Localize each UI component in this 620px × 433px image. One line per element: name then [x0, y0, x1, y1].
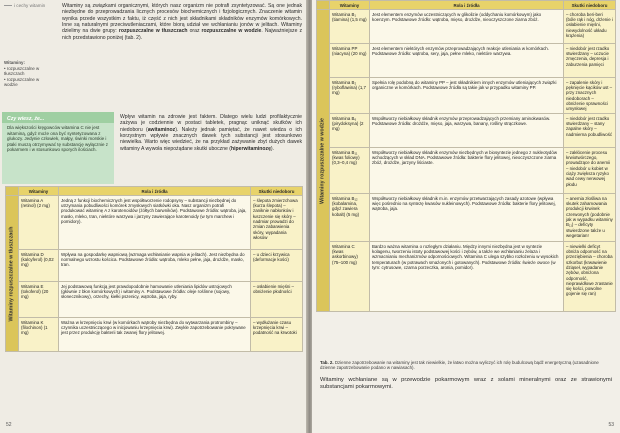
intro-text-end: . Najważniejsze z nich przedstawiono poniżej (tab. 2). — [62, 28, 303, 41]
vitamin-name: Witamina D (kalcyferol) (0,02 mg) — [19, 250, 59, 282]
vitamin-effect: – niewielki deficyt obniża odporność na przeziębienia – choroba szkorbut (krwawienie dziąseł, wypadanie zębów, obniżona odporność, nieprawidłowe zrastanie się kości, powolne gojenie się ran) — [564, 242, 616, 312]
table-side-label — [6, 196, 19, 352]
table-header-row — [317, 1, 616, 10]
table-header: Witaminy — [19, 187, 59, 196]
vitamin-role: Jej podstawową funkcją jest prawdopodobnie hamowanie utleniania lipidów ustrojowych (głównie z błon komórkowych) i witaminy A. Podstawowe źródła: oleje roślinne (sojowy, słonecznikowy), orzechy, kiełki pszenicy, wątroba, jaja, ryby. — [59, 282, 251, 318]
vitamin-effect: – anemia złośliwa na skutek zahamowania produkcji krwinek czerwonych (podobnie jak w wypadku witaminy B₁₁) – deficyty stwierdzone także u wegetarian! — [564, 194, 616, 242]
term-fat-soluble: rozpuszczalne w tłuszczach — [118, 28, 188, 35]
table-row — [317, 194, 616, 242]
vitamin-effect: – ślepota zmierzchowa (kurza ślepota) – zaniknie nabłonków i łuszczenie się skóry – nadmiar prowadzi do zmian zabarwienia skóry, wypadania włosów — [251, 196, 303, 250]
term-avitaminosis: awitaminoz — [147, 126, 176, 133]
fat-soluble-vitamins-table — [5, 186, 303, 352]
did-you-know-heading: Czy wiesz, że... — [2, 112, 114, 123]
vitamin-effect: – zapalenie skóry i pęknięcie kącików ust – przy znacznych niedoborach – obniżenie sprawności umysłowej — [564, 78, 616, 114]
intro-text-mid: oraz — [187, 28, 202, 35]
page-number-right: 53 — [608, 422, 614, 428]
table-header: Skutki niedoboru — [251, 187, 303, 196]
vitamin-effect: – osłabienie mięśni – obniżenie płodności — [251, 282, 303, 318]
table-row — [317, 242, 616, 312]
table-row — [317, 78, 616, 114]
table-row — [317, 148, 616, 194]
vitamin-name: Witamina E (tokoferol) (20 mg) — [19, 282, 59, 318]
table-corner — [317, 1, 330, 10]
vitamin-role: Jedną z funkcji biochemicznych jest współtworzenie rodopsyny – substancji niezbędnej do utrzymania pobudliwości komórek zmysłowych siatkówki oka. Nasz organizm potrafi produkować witaminę A z karotenoidów (żółtych barwników). Podstawowe źródła: wątroba, jaja, masło, mleko, tran, niektóre warzywa i jarzyny zawierające karotenoidy (w tym marchew i pomidory). — [59, 196, 251, 250]
vitamin-role: Ważna w krzepnięciu krwi (w komórkach wątroby niezbędna do wytwarzania protrombiny – czynnika uczestniczącego w inicjowaniu krzepnięcia krwi). Zwykle zapotrzebowanie pokrywane jest przez produkcję bakterii tak zwanej flory jelitowej. — [59, 318, 251, 352]
table-side-label — [317, 10, 330, 312]
vitamin-name: Witamina PP (niacyna) (20 mg) — [330, 44, 370, 78]
caption-text: Dzienne zapotrzebowanie na witaminy jest tak niewielkie, że łatwo można wyliczyć ich rolę budulcową bądź energetyczną (uzasadnione dzienne zapotrzebowanie podano w nawiasach). — [320, 360, 599, 371]
vitamin-effect: – zakłócenie procesu krwiotwórczego, prowadzące do anemii – niedobór u kobiet w ciąży zwiększa ryzyko wad cewy nerwowej płodu — [564, 148, 616, 194]
vitamin-effect: – choroba beri-beri (bóle rąk i nóg, drżenie i osłabienie mięśni, niewydolność układu krążenia) — [564, 10, 616, 44]
table-header-row — [6, 187, 303, 196]
table-row — [6, 318, 303, 352]
health-text: Wpływ witamin na zdrowie jest faktem. Dlatego wielu ludzi profilaktycznie zażywa je codziennie w postaci tabletek, pragnąc uniknąć skutków ich niedoboru ( — [120, 114, 302, 133]
vitamin-role: Spełnia rolę podobną do witaminy PP – jest składnikiem innych enzymów utleniających związki organiczne w komórkach. Podstawowe źródła są takie jak w przypadku witaminy PP. — [370, 78, 564, 114]
did-you-know-box — [2, 112, 114, 184]
vitamin-role: Współtworzy niebiałkowy składnik enzymów przeprowadzających przemiany aminokwasów. Podstawowe źródła: drożdże, mięso, jaja, warzywa, banany, rośliny strączkowe. — [370, 114, 564, 148]
margin-note — [4, 60, 54, 88]
table-header: Rola i źródła — [370, 1, 564, 10]
vitamin-effect: – wydłużanie czasu krzepnięcia krwi – podatność na krwotoki — [251, 318, 303, 352]
health-text-end: ). — [270, 145, 275, 152]
vitamin-name: Witamina B₁₁ (kwas foliowy) (0,3–0,4 mg) — [330, 148, 370, 194]
vitamin-effect: – niedobór jest rzadko stwierdzany – stany zapalne skóry – nadmierna pobudliwość — [564, 114, 616, 148]
side-label-text: Witaminy rozpuszczalne w wodzie — [319, 117, 326, 204]
table-row — [317, 44, 616, 78]
table-row — [317, 114, 616, 148]
left-margin — [0, 0, 58, 128]
table-row — [317, 10, 616, 44]
table-header: Skutki niedoboru — [564, 1, 616, 10]
intro-text: Witaminy są związkami organicznymi, których nasz organizm nie potrafi zsyntetyzować. Są one jednak niezbędne do przeprowadzania licznych procesów biochemicznych i fizjologicznych. Znaczenie witamin wynika przede wszystkim z faktu, iż część z nich jest składnikami składników enzymów komórkowych. Inne są naturalnymi przeciwutleniaczami, które biorą udział we wchłanianiu jonów w jelitach. Witaminy dzielimy na dwie grupy: — [62, 3, 302, 35]
margin-note-item: • rozpuszczalne w tłuszczach — [4, 65, 40, 77]
intro-paragraph — [62, 3, 302, 41]
right-page — [312, 0, 620, 433]
table-header: Rola i źródła — [59, 187, 251, 196]
vitamin-name: Witamina B₆ (pirydoksyna) (2 mg) — [330, 114, 370, 148]
table-row — [6, 250, 303, 282]
table-caption — [320, 360, 612, 371]
water-soluble-vitamins-table — [316, 0, 616, 312]
vitamin-role: Jest elementem niektórych enzymów przeprowadzających reakcje utleniania w komórkach. Podstawowe źródło: wątroba, sery, jaja, pełne mleko, niektóre warzywa. — [370, 44, 564, 78]
table-row — [6, 196, 303, 250]
term-hypervitaminosis: hiperwitaminozę — [231, 145, 271, 152]
margin-note-item: • rozpuszczalne w wodzie — [4, 76, 40, 88]
health-paragraph — [120, 114, 302, 152]
vitamin-role: Wpływa na gospodarkę wapniową (wzmaga wchłanianie wapnia w jelitach). Jest niezbędna do normalnego wzrostu kościca. Podstawowe źródła: wątroba, mleko pełne, jaja, drożdże, masło, tran. — [59, 250, 251, 282]
vitamin-name: Witamina B₂ (ryboflawina) (1,7 mg) — [330, 78, 370, 114]
did-you-know-text: Dla większości kręgowców witamina C nie jest witaminą, gdyż może ona być syntetyzowana z glukozy. Jedynie człowiek, małpy, świnki morskie i ptaki muszą otrzymywać tę substancję wyłącznie z pokarmem i w stosunkowo sporych ilościach. — [7, 125, 109, 153]
term-water-soluble: rozpuszczalne w wodzie — [201, 28, 262, 35]
table-header: Witaminy — [330, 1, 370, 10]
vitamin-effect: – u dzieci krzywica (deformacje kości) — [251, 250, 303, 282]
health-text-mid: ). Należy jednak pamiętać, że nawet wiedza o ich korzystnym wpływie znacznych dawek tych substancji jest stosunkowo niewielka. Warto więc wiedzieć, że na przykład zażywanie zbyt dużych dawek witaminy A wywoła niepożądane skutki uboczne ( — [120, 126, 302, 152]
margin-note-title: Witaminy: — [4, 60, 25, 65]
left-page — [0, 0, 308, 433]
vitamin-role: Współtworzy niebiałkowy składnik enzymów niezbędnych w biosyntezie jednego z nukleotydów wchodzących w skład DNA. Podstawowe źródła: bakterie flory jelitowej, nieoczyszczone ziarna zbóż, drożdże, jarzyny liściaste. — [370, 148, 564, 194]
caption-label: Tab. 2. — [320, 360, 334, 365]
vitamin-name: Witamina K (filochinon) (1 mg) — [19, 318, 59, 352]
vitamin-role: Bardzo ważna witamina o rozległym działaniu. Między innymi niezbędna jest w syntezie kolagenu, tworzeniu istoty podstawowej kości i zębów, a także we wchłanianiu żelaza i wzmacnianiu mechanizmów odpornościowych. Witamina C ulega szybko rozłożeniu w wysokich temperaturach (w potrawach smażonych i gotowanych). Podstawowe źródła: świeże owoce (w tym: cytrusowe, czarna porzeczka, aronia, pomidor). — [370, 242, 564, 312]
vitamin-name: Witamina B₁ (tiamina) (1,5 mg) — [330, 10, 370, 44]
closing-paragraph: Witaminy wchłaniane są w przewodzie pokarmowym wraz z solami mineralnymi oraz ze strawionymi substancjami pokarmowymi. — [320, 377, 612, 391]
side-label-text: Witaminy rozpuszczalne w tłuszczach — [8, 226, 15, 322]
vitamin-name: Witamina C (kwas askorbinowy) (75–100 mg) — [330, 242, 370, 312]
section-marker: i cechy witamin — [4, 3, 45, 8]
table-row — [6, 282, 303, 318]
vitamin-name: Witamina A (retinol) (2 mg) — [19, 196, 59, 250]
vitamin-effect: – niedobór jest rzadko stwierdzany – uczucie zmęczenia, depresja i zaburzenia pamięci — [564, 44, 616, 78]
vitamin-role: Jest elementem enzymów uczestniczących w glikolizie (oddychaniu komórkowym) jako koenzym. Podstawowe źródło: wątroba, mięso, drożdże, nieoczyszczone ziarna zbóż. — [370, 10, 564, 44]
vitamin-name: Witamina B₁₂ (kobalamina, gdyż zawiera kobalt) (5 mg) — [330, 194, 370, 242]
table-corner — [6, 187, 19, 196]
page-number-left: 52 — [6, 422, 12, 428]
vitamin-role: Współtworzy niebiałkowy składnik m.in. enzymów przetwarzających zasady azotowe (wpływa więc pośrednio na syntezę kwasów nukleinowych). Podstawowe źródła: bakterie flory jelitowej, wątroba, jaja. — [370, 194, 564, 242]
